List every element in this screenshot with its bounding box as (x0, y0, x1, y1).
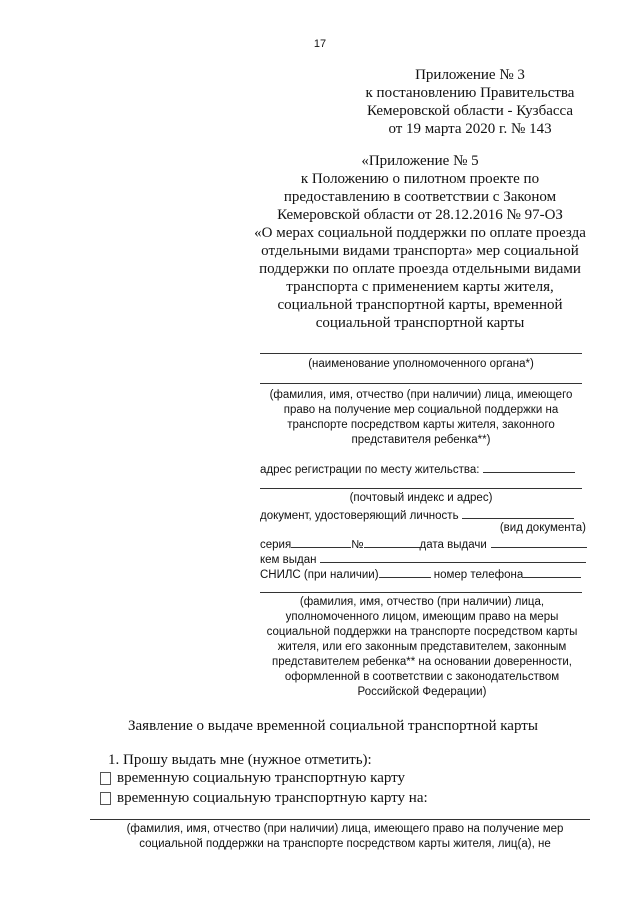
page-number: 17 (313, 38, 327, 50)
snils-row (260, 565, 581, 583)
option-temporary-card-label: временную социальную транспортную карту (117, 770, 406, 786)
beneficiary-caption (100, 822, 590, 852)
applicant-name-field[interactable] (260, 383, 582, 384)
option-temporary-card-for[interactable] (100, 790, 428, 807)
applicant-caption-line: право на получение мер социальной поддержки на (283, 404, 559, 416)
representative-caption (255, 595, 589, 700)
authority-caption: (наименование уполномоченного органа*) (308, 358, 534, 370)
appendix-3-line: Кемеровской области - Кузбасса (366, 103, 574, 119)
item-1-text: 1. Прошу выдать мне (нужное отметить): (108, 752, 372, 768)
appendix-5-line: к Положению о пилотном проекте по (300, 171, 540, 187)
appendix-5-line: социальной транспортной карты (315, 315, 525, 331)
address-field[interactable] (483, 460, 575, 473)
representative-name-field[interactable] (260, 592, 582, 593)
applicant-caption (260, 388, 582, 448)
series-label: серия (260, 539, 292, 551)
issued-by-label: кем выдан (260, 554, 317, 566)
postal-address-field[interactable] (260, 488, 582, 489)
option-temporary-card-for-label: временную социальную транспортную карту на: (117, 790, 428, 806)
address-row (260, 460, 575, 478)
snils-field[interactable] (379, 565, 431, 578)
appendix-5-line: «О мерах социальной поддержки по оплате проезда (254, 225, 586, 241)
beneficiary-name-field[interactable] (90, 819, 590, 820)
checkbox-icon[interactable] (100, 792, 111, 805)
option-temporary-card[interactable] (100, 770, 405, 787)
beneficiary-caption-line: социальной поддержки на транспорте посредством карты жителя, лиц(а), не (139, 838, 551, 850)
number-label: № (351, 539, 364, 551)
representative-caption-line: Российской Федерации) (357, 686, 487, 698)
phone-label: номер телефона (433, 569, 524, 581)
appendix-5-line: отдельными видами транспорта» мер социальной (261, 243, 579, 259)
snils-label: СНИЛС (при наличии) (260, 569, 379, 581)
number-field[interactable] (364, 535, 420, 548)
issue-date-label: дата выдачи (419, 539, 487, 551)
applicant-caption-line: транспорте посредством карты жителя, законного (287, 419, 555, 431)
appendix-3-line: к постановлению Правительства (365, 85, 575, 101)
representative-caption-line: социальной поддержки на транспорте посредством карты (266, 626, 578, 638)
appendix-5-line: предоставлению в соответствии с Законом (283, 189, 557, 205)
applicant-caption-line: представителя ребенка**) (351, 434, 491, 446)
appendix-3-line: от 19 марта 2020 г. № 143 (388, 121, 552, 137)
phone-field[interactable] (523, 565, 581, 578)
application-title: Заявление о выдаче временной социальной транспортной карты (128, 718, 538, 734)
appendix-5-line: поддержки по оплате проезда отдельными видами (259, 261, 581, 277)
representative-caption-line: уполномоченного лицом, имеющим право на меры (285, 611, 559, 623)
issued-by-field[interactable] (320, 550, 586, 563)
issue-date-field[interactable] (491, 535, 587, 548)
appendix-5-line: Кемеровской области от 28.12.2016 № 97-ОЗ (277, 207, 563, 223)
appendix-3-line: Приложение № 3 (415, 67, 525, 83)
representative-caption-line: (фамилия, имя, отчество (при наличии) лица, (299, 596, 545, 608)
applicant-caption-line: (фамилия, имя, отчество (при наличии) лица, имеющего (269, 389, 573, 401)
postal-caption: (почтовый индекс и адрес) (349, 492, 493, 504)
representative-caption-line: оформленной в соответствии с законодательством (284, 671, 560, 683)
document-label: документ, удостоверяющий личность (260, 510, 459, 522)
series-field[interactable] (291, 535, 351, 548)
beneficiary-caption-line: (фамилия, имя, отчество (при наличии) лица, имеющего право на получение мер (126, 823, 564, 835)
appendix-5-line: транспорта с применением карты жителя, (286, 279, 554, 295)
address-label: адрес регистрации по месту жительства: (260, 464, 480, 476)
appendix-5-line: «Приложение № 5 (361, 153, 479, 169)
doc-type-caption: (вид документа) (499, 522, 586, 534)
document-field[interactable] (462, 506, 574, 519)
checkbox-icon[interactable] (100, 772, 111, 785)
representative-caption-line: жителя, или его законным представителем, законным (277, 641, 567, 653)
appendix-5-header (230, 152, 610, 332)
representative-caption-line: представителем ребенка** на основании доверенности, (272, 656, 572, 668)
appendix-5-line: социальной транспортной карты, временной (277, 297, 563, 313)
appendix-3-header (340, 66, 600, 138)
authority-name-field[interactable] (260, 353, 582, 354)
